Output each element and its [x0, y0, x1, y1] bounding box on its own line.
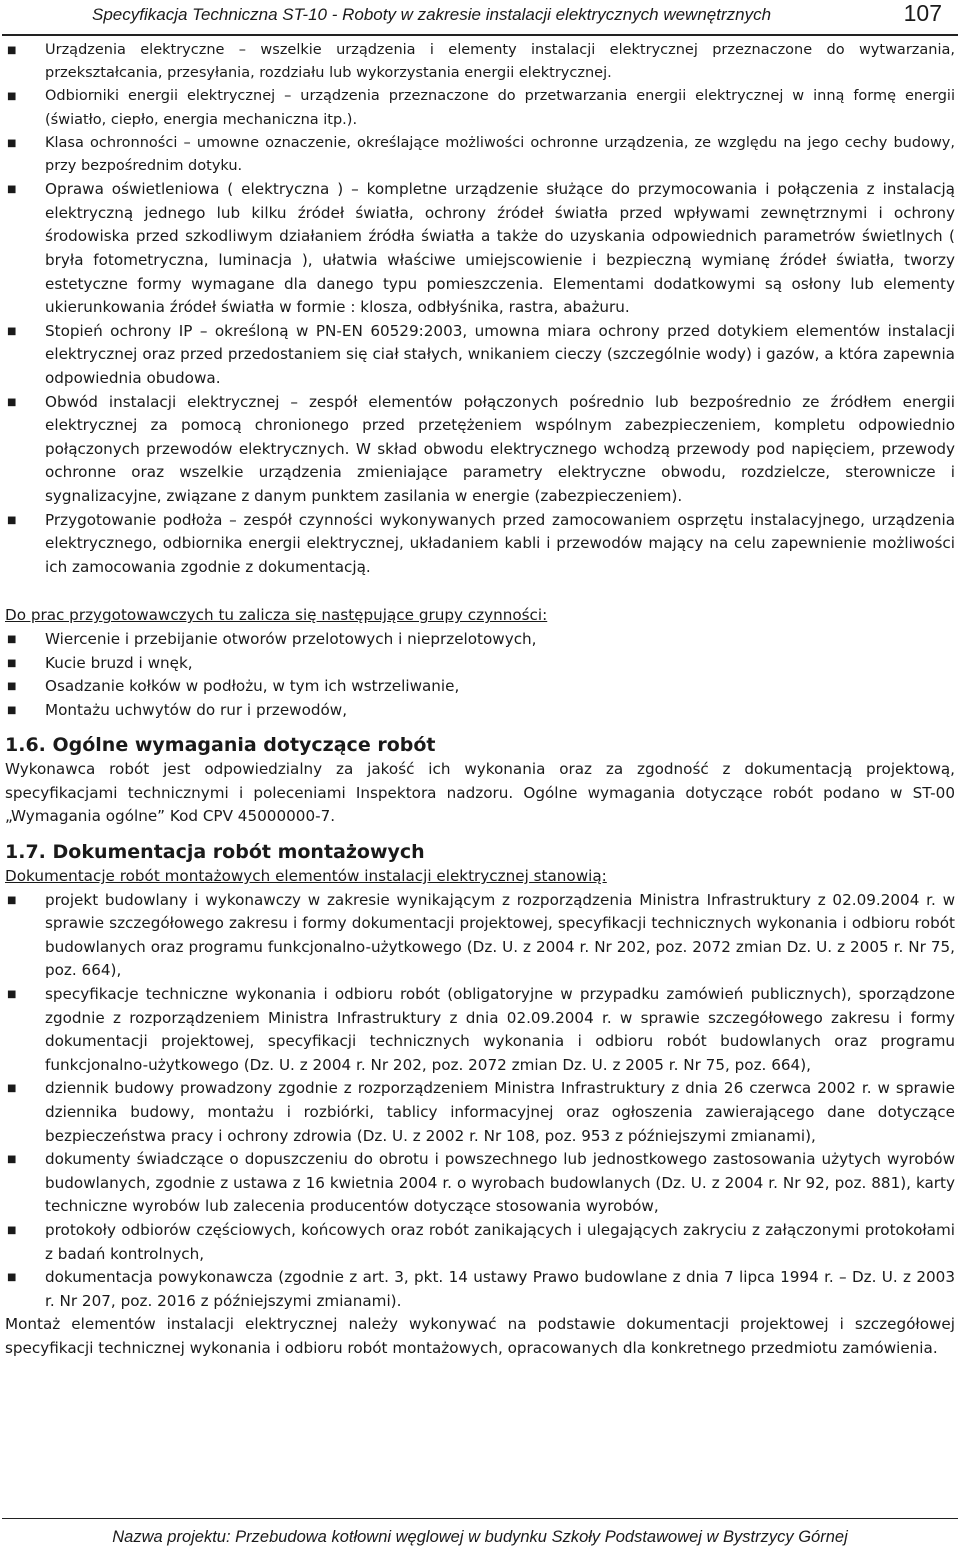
section-1-6	[5, 732, 955, 829]
list-item: ■ Przygotowanie podłoża – zespół czynności wykonywanych przed zamocowaniem osprzętu instalacyjnego, urządzenia elektrycznego, odbiornika energii elektrycznej, układaniem kabli i przewodów mający na celu zapewnienie możliwości ich zamocowania zgodnie z dokumentacją.	[7, 510, 955, 576]
document-body	[0, 39, 960, 1361]
section-heading: 1.6. Ogólne wymagania dotyczące robót	[5, 734, 436, 757]
header-title: Specyfikacja Techniczna ST-10 - Roboty w zakresie instalacji elektrycznych wewnętrznych	[92, 5, 772, 24]
prep-works-section	[5, 604, 955, 722]
section-heading: 1.7. Dokumentacja robót montażowych	[5, 841, 425, 864]
square-bullet-icon: ■	[7, 514, 17, 526]
header-divider	[2, 34, 958, 36]
list-item: ■ Odbiorniki energii elektrycznej – urządzenia przeznaczone do przetwarzania energii elektrycznej w inną formę energii (światło, ciepło, energia mechaniczna itp.).	[5, 85, 955, 131]
square-bullet-icon: ■	[7, 184, 17, 196]
square-bullet-icon: ■	[7, 989, 17, 1001]
list-item: ■ Wiercenie i przebijanie otworów przelotowych i nieprzelotowych,	[5, 628, 955, 652]
footer-divider	[2, 1518, 958, 1519]
square-bullet-icon: ■	[7, 1083, 17, 1095]
page-header	[0, 0, 960, 40]
list-item: ■ specyfikacje techniczne wykonania i odbioru robót (obligatoryjne w przypadku zamówień publicznych), sporządzone zgodnie z rozporządzeniem Ministra Infrastruktury z dnia 02.09.2004 r. w sprawie szczegółowego zakresu i formy dokumentacji projektowej, specyfikacji technicznych wykonania i odbioru robót budowlanych oraz programu funkcjonalno-użytkowego (Dz. U. z 2004 r. Nr 202, poz. 2072 zmian Dz. U. z 2005 r. Nr 75, poz. 664),	[7, 985, 955, 1074]
square-bullet-icon: ■	[7, 91, 17, 103]
section-1-7	[5, 839, 955, 1360]
list-item: ■ dziennik budowy prowadzony zgodnie z rozporządzeniem Ministra Infrastruktury z dnia 26 czerwca 2002 r. w sprawie dziennika budowy, montażu i rozbiórki, tablicy informacyjnej oraz ogłoszenia zawierającego dane dotyczące bezpieczeństwa pracy i ochrony zdrowia (Dz. U. z 2002 r. Nr 108, poz. 953 z późniejszymi zmianami),	[7, 1079, 955, 1145]
list-item: ■ Urządzenia elektryczne – wszelkie urządzenia i elementy instalacji elektrycznej przeznaczone do wytwarzania, przekształcania, przesyłania, rozdziału lub wykorzystania energii elektrycznej.	[5, 39, 955, 85]
list-item: ■ Oprawa oświetleniowa ( elektryczna ) – kompletne urządzenie służące do przymocowania i połączenia z instalacją elektryczną jednego lub kilku źródeł światła, ochrony źródeł światła przed wpływami zewnętrznymi i ochrony środowiska przed szkodliwym działaniem źródła światła a także do uzyskania odpowiednich parametrów świetlnych ( bryła fotometryczna, luminacja ), ułatwia właściwe umiejscowienie i bezpieczną wymianę źródeł światła, tworzy estetyczne formy wymagane dla danego typu pomieszczenia. Elementami dodatkowymi są osłony lub elementy ukierunkowania źródeł światła w formie : klosza, odbłyśnika, rastra, abażuru.	[7, 180, 955, 317]
list-item: ■ Montażu uchwytów do rur i przewodów,	[5, 699, 955, 723]
prep-works-list	[5, 628, 955, 722]
prep-works-heading: Do prac przygotowawczych tu zalicza się następujące grupy czynności:	[5, 606, 548, 625]
list-item: ■ protokoły odbiorów częściowych, końcowych oraz robót zanikających i ulegających zakryciu z załączonymi protokołami z badań kontrolnych,	[7, 1220, 955, 1263]
square-bullet-icon: ■	[7, 325, 17, 337]
terms-list	[5, 178, 955, 579]
list-item: ■ Klasa ochronności – umowne oznaczenie, określające możliwości ochronne urządzenia, ze względu na jego cechy budowy, przy bezpośrednim dotyku.	[5, 132, 955, 178]
square-bullet-icon: ■	[7, 1272, 17, 1284]
square-bullet-icon: ■	[7, 894, 17, 906]
square-bullet-icon: ■	[7, 45, 17, 56]
list-item: ■ Osadzanie kołków w podłożu, w tym ich wstrzeliwanie,	[5, 675, 955, 699]
list-item: ■ Obwód instalacji elektrycznej – zespół elementów połączonych pośrednio lub bezpośrednio ze źródłem energii elektrycznej za pomocą chronionego przed przetężeniem wspólnym zabezpieczeniem, kompletu odpowiednio połączonych przewodów elektrycznych. W skład obwodu elektrycznego wchodzą przewody pod napięciem, przewody ochronne oraz wszelkie urządzenia zmieniające parametry elektryczne obwodu, rozdzielcze, sterownicze i sygnalizacyjne, związane z danym punktem zasilania w energie (zabezpieczeniem).	[7, 392, 955, 505]
footer-project-name: Nazwa projektu: Przebudowa kotłowni węglowej w budynku Szkoły Podstawowej w Bystrzycy Górnej	[112, 1528, 848, 1546]
list-item: ■ dokumenty świadczące o dopuszczeniu do obrotu i powszechnego lub jednostkowego zastosowania użytych wyrobów budowlanych, zgodnie z ustawa z 16 kwietnia 2004 r. o wyrobach budowlanych (Dz. U. z 2004 r. Nr 92, poz. 881), karty techniczne wyrobów lub zalecenia producentów dotyczące stosowania wyrobów,	[7, 1150, 955, 1216]
list-item: ■ Stopień ochrony IP – określoną w PN-EN 60529:2003, umowna miara ochrony przed dotykiem elementów instalacji elektrycznej oraz przed przedostaniem się ciał stałych, wnikaniem cieczy (szczególnie wody) i gazów, a która zapewnia odpowiednia obudowa.	[7, 321, 955, 387]
square-bullet-icon: ■	[7, 704, 17, 716]
list-item: ■ Kucie bruzd i wnęk,	[5, 652, 955, 676]
square-bullet-icon: ■	[7, 681, 17, 693]
square-bullet-icon: ■	[7, 1154, 17, 1166]
square-bullet-icon: ■	[7, 657, 17, 669]
list-item: ■ projekt budowlany i wykonawczy w zakresie wynikającym z rozporządzenia Ministra Infrastruktury z 02.09.2004 r. w sprawie szczegółowego zakresu i formy dokumentacji projektowej, specyfikacji technicznych wykonania i odbioru robót budowlanych oraz programu funkcjonalno-użytkowego (Dz. U. z 2004 r. Nr 202, poz. 2072 zmian Dz. U. z 2005 r. Nr 75, poz. 664),	[7, 890, 955, 980]
list-item: ■ dokumentacja powykonawcza (zgodnie z art. 3, pkt. 14 ustawy Prawo budowlane z dnia 7 lipca 1994 r. – Dz. U. z 2003 r. Nr 207, poz. 2016 z późniejszymi zmianami).	[7, 1268, 955, 1310]
square-bullet-icon: ■	[7, 396, 17, 408]
documentation-list	[5, 889, 955, 1314]
square-bullet-icon: ■	[7, 137, 17, 149]
page-number: 107	[903, 0, 942, 26]
square-bullet-icon: ■	[7, 1224, 17, 1236]
square-bullet-icon: ■	[7, 633, 17, 645]
section-paragraph: Wykonawca robót jest odpowiedzialny za jakość ich wykonania oraz za zgodność z dokumentacją projektową, specyfikacjami technicznymi i poleceniami Inspektora nadzoru. Ogólne wymagania dotyczące robót podano w ST-00 „Wymagania ogólne” Kod CPV 45000000-7.	[5, 760, 955, 826]
definitions-list	[5, 39, 955, 178]
closing-paragraph: Montaż elementów instalacji elektrycznej należy wykonywać na podstawie dokumentacji projektowej i szczegółowej specyfikacji technicznej wykonania i odbioru robót montażowych, opracowanych dla konkretnego przedmiotu zamówienia.	[5, 1315, 955, 1357]
section-subheading: Dokumentacje robót montażowych elementów instalacji elektrycznej stanowią:	[5, 867, 607, 886]
